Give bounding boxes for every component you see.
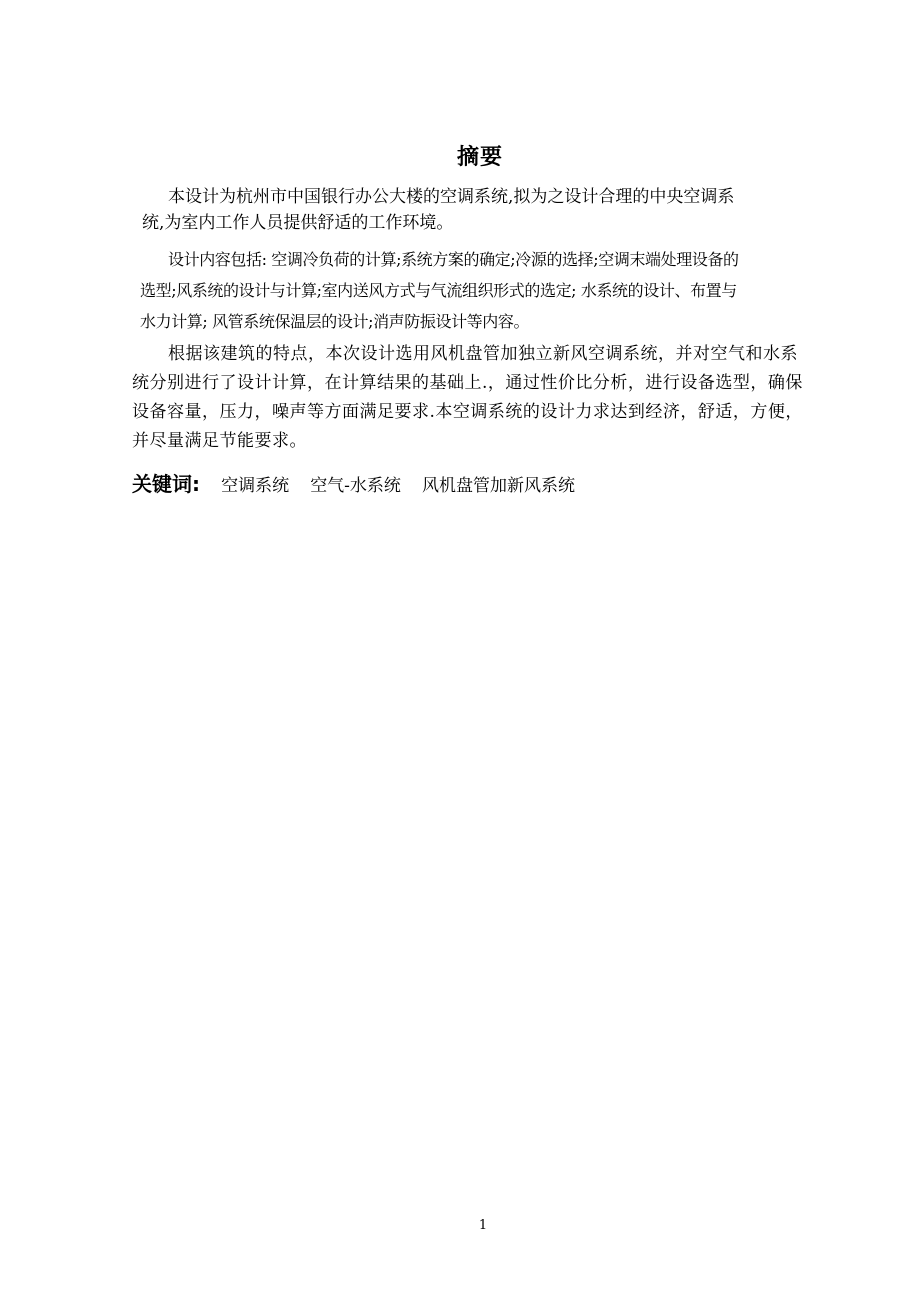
page-title: 摘要 — [456, 145, 503, 170]
paragraph-3-line-3: 设备容量，压力，噪声等方面满足要求.本空调系统的设计力求达到经济，舒适，方便， — [132, 402, 803, 422]
paragraph-3-line-4: 并尽量满足节能要求。 — [132, 431, 307, 451]
paragraph-3-line-1: 根据该建筑的特点，本次设计选用风机盘管加独立新风空调系统，并对空气和水系 — [168, 344, 798, 364]
keyword-item: 风机盘管加新风系统 — [422, 476, 576, 496]
paragraph-2-line-3: 水力计算; 风管系统保温层的设计;消声防振设计等内容。 — [140, 312, 530, 331]
paragraph-3-line-2: 统分别进行了设计计算，在计算结果的基础上.，通过性价比分析，进行设备选型，确保 — [132, 373, 803, 393]
keyword-item: 空调系统 — [221, 476, 290, 496]
keywords-line — [132, 468, 575, 497]
keyword-item: 空气-水系统 — [310, 476, 401, 496]
paragraph-2-line-1: 设计内容包括: 空调冷负荷的计算;系统方案的确定;冷源的选择;空调末端处理设备的 — [168, 250, 739, 269]
paragraph-1-line-2: 统,为室内工作人员提供舒适的工作环境。 — [142, 213, 454, 233]
paragraph-2-line-2: 选型;风系统的设计与计算;室内送风方式与气流组织形式的选定; 水系统的设计、布置与 — [140, 281, 737, 300]
keywords-label: 关键词: — [132, 472, 200, 496]
paragraph-1-line-1: 本设计为杭州市中国银行办公大楼的空调系统,拟为之设计合理的中央空调系 — [168, 187, 735, 207]
page-number: 1 — [478, 1218, 488, 1233]
